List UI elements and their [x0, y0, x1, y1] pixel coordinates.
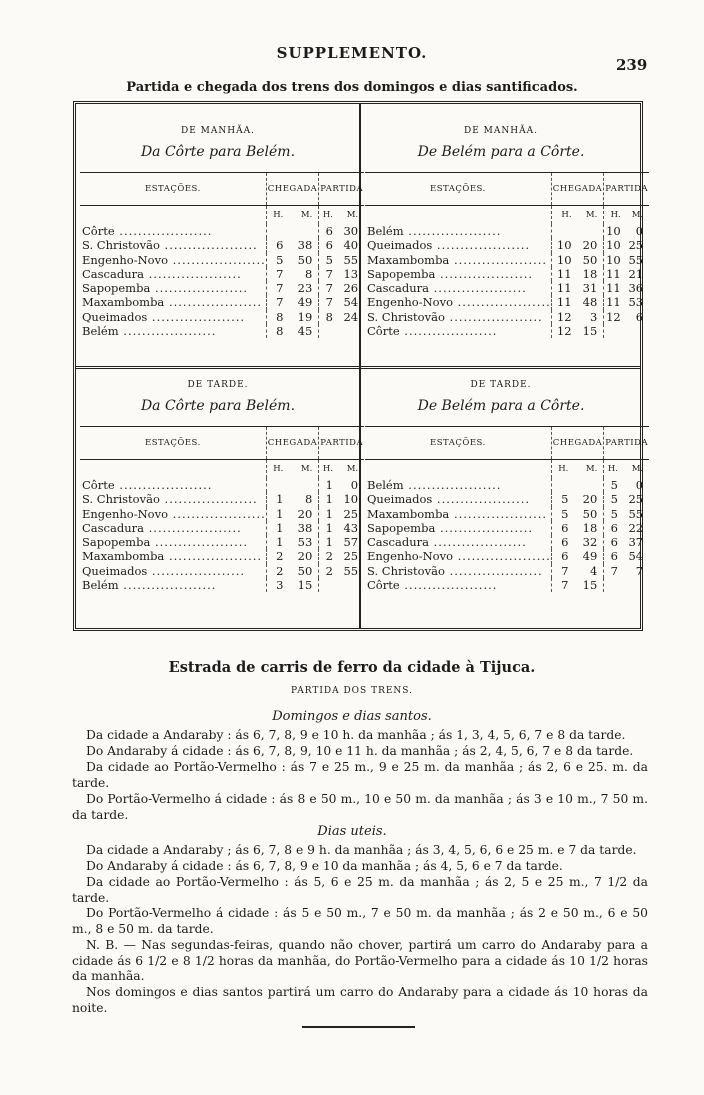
dep-h-cell: 1	[319, 507, 339, 521]
arr-m-cell: 19	[297, 309, 313, 324]
sundays-line-4: Do Portão-Vermelho á cidade : ás 8 e 50 m., 10 e 50 m. da manhãa ; ás 3 e 10 m., 7 50 m. da tarde.	[72, 792, 648, 822]
arr-m-cell: 15	[582, 324, 598, 339]
arrival-header: CHEGADA	[266, 173, 319, 206]
route-label: De Belém para a Côrte.	[417, 398, 585, 414]
station-name: Queimados	[367, 238, 433, 253]
station-name: Engenho-Novo	[82, 506, 168, 521]
table-row	[80, 521, 364, 535]
station-name: Côrte	[367, 578, 400, 593]
leader-dots: ....................	[403, 478, 502, 492]
dep-m-cell: 55	[628, 252, 644, 267]
table-row	[365, 281, 649, 295]
dep-m-cell: 7	[635, 563, 644, 578]
minutes-label: M.	[300, 463, 313, 474]
sundays-line-1: Da cidade a Andaraby : ás 6, 7, 8, 9 e 10 h. da manhãa ; ás 1, 3, 4, 5, 6, 7 e 8 da tarde.	[86, 728, 626, 742]
dep-h-cell: 11	[604, 295, 627, 309]
dep-h-cell	[319, 578, 339, 592]
arr-h-cell: 11	[551, 267, 577, 281]
table-row	[80, 564, 364, 578]
dep-m-cell: 55	[628, 506, 644, 521]
leader-dots: ....................	[118, 324, 217, 339]
dep-m-cell: 53	[628, 295, 644, 310]
dep-h-cell: 6	[604, 549, 624, 563]
station-name: Cascadura	[82, 520, 144, 535]
arr-m-cell: 38	[297, 238, 313, 253]
station-name: Sapopemba	[82, 281, 151, 296]
station-name: Côrte	[82, 224, 115, 238]
dep-h-cell: 10	[604, 224, 627, 238]
table-row	[365, 521, 649, 535]
station-name: Engenho-Novo	[367, 549, 453, 564]
weekdays-heading: Dias uteis.	[317, 824, 387, 839]
station-name: Cascadura	[367, 281, 429, 296]
schedule-table	[80, 172, 364, 338]
dep-h-cell: 5	[319, 253, 339, 267]
dep-h-cell: 6	[604, 535, 624, 549]
minutes-label: M.	[300, 209, 313, 220]
minutes-label: M.	[585, 463, 598, 474]
minutes-label: M.	[346, 463, 359, 474]
station-name: Belém	[82, 324, 119, 339]
dep-m-cell: 36	[628, 281, 644, 296]
leader-dots: ....................	[444, 563, 543, 578]
leader-dots: ....................	[453, 295, 551, 310]
arr-m-cell: 50	[297, 252, 313, 267]
table-row	[365, 324, 649, 338]
hm-blank	[80, 460, 266, 479]
station-name: S. Christovão	[367, 563, 445, 578]
dep-m-cell: 22	[628, 520, 644, 535]
leader-dots: ....................	[147, 309, 246, 324]
arr-h-cell: 1	[266, 535, 289, 549]
arrival-header: CHEGADA	[551, 173, 604, 206]
arr-h-cell	[551, 224, 577, 238]
arr-h-cell: 12	[551, 310, 577, 324]
weekdays-line-2: Do Andaraby á cidade : ás 6, 7, 8, 9 e 10 da manhãa ; ás 4, 5, 6 e 7 da tarde.	[86, 859, 563, 873]
arr-m-cell: 4	[589, 563, 598, 578]
dep-m-cell: 13	[343, 266, 359, 281]
dep-m-cell: 30	[343, 224, 359, 238]
table-row	[80, 492, 364, 506]
dep-h-cell: 5	[604, 492, 624, 506]
period-label: DE MANHÃA.	[464, 126, 538, 136]
schedule-table	[365, 426, 649, 592]
dep-m-cell	[624, 578, 649, 592]
dep-h-cell: 5	[604, 478, 624, 492]
table-row	[80, 224, 364, 238]
dep-h-cell: 2	[319, 564, 339, 578]
leader-dots: ....................	[444, 309, 543, 324]
hm-blank	[365, 206, 551, 225]
dep-h-cell: 2	[319, 549, 339, 563]
leader-dots: ....................	[428, 281, 527, 296]
arr-m-cell: 15	[582, 578, 598, 593]
arr-h-cell: 10	[551, 238, 577, 252]
route-label: Da Côrte para Belém.	[140, 144, 296, 160]
table-row	[80, 267, 364, 281]
table-row	[80, 578, 364, 592]
leader-dots: ....................	[399, 578, 498, 593]
station-name: Sapopemba	[367, 266, 436, 281]
hours-label: H.	[319, 206, 339, 225]
arr-h-cell	[551, 478, 574, 492]
dep-h-cell: 7	[319, 267, 339, 281]
station-name: Maxambomba	[367, 506, 450, 521]
arr-m-cell: 49	[297, 295, 313, 310]
leader-dots: ....................	[449, 506, 548, 521]
dep-h-cell: 5	[604, 507, 624, 521]
arr-m-cell: 49	[582, 549, 598, 564]
station-name: Maxambomba	[367, 252, 450, 267]
arr-h-cell: 5	[551, 492, 574, 506]
arr-m-cell: 20	[297, 549, 313, 564]
departure-header: PARTIDA	[319, 427, 364, 460]
arr-m-cell: 8	[304, 266, 313, 281]
dep-h-cell: 1	[319, 478, 339, 492]
arr-h-cell: 7	[551, 578, 574, 592]
station-name: S. Christovão	[82, 238, 160, 253]
table-row	[365, 507, 649, 521]
station-name: Cascadura	[367, 535, 429, 550]
dep-m-cell	[339, 578, 364, 592]
dep-m-cell	[339, 324, 364, 338]
station-name: S. Christovão	[367, 309, 445, 324]
table-row	[80, 238, 364, 252]
schedule-table	[365, 172, 649, 338]
table-row	[80, 507, 364, 521]
station-name: Maxambomba	[82, 295, 165, 310]
arr-h-cell: 1	[266, 492, 289, 506]
station-name: Sapopemba	[367, 520, 436, 535]
hm-blank	[80, 206, 266, 225]
leader-dots: ....................	[168, 252, 266, 267]
leader-dots: ....................	[168, 506, 266, 521]
table-row	[365, 224, 649, 238]
arr-m-cell: 23	[297, 281, 313, 296]
station-name: Sapopemba	[82, 535, 151, 550]
station-name: Côrte	[82, 478, 115, 492]
leader-dots: ....................	[435, 266, 534, 281]
table-row	[365, 253, 649, 267]
dep-h-cell: 1	[319, 492, 339, 506]
arr-h-cell: 7	[266, 295, 289, 309]
station-name: Belém	[82, 578, 119, 593]
dep-m-cell: 0	[350, 478, 359, 492]
dep-h-cell: 11	[604, 267, 627, 281]
dep-h-cell: 7	[319, 281, 339, 295]
station-name: Belém	[367, 224, 404, 238]
leader-dots: ....................	[114, 478, 213, 492]
leader-dots: ....................	[164, 549, 263, 564]
station-header: ESTAÇÕES.	[365, 173, 551, 206]
departure-header: PARTIDA	[604, 427, 649, 460]
leader-dots: ....................	[399, 324, 498, 339]
period-label: DE MANHÃA.	[181, 126, 255, 136]
arr-m-cell: 32	[582, 535, 598, 550]
arr-m-cell: 48	[582, 295, 598, 310]
arr-h-cell: 1	[266, 507, 289, 521]
arrival-header: CHEGADA	[551, 427, 604, 460]
table-row	[80, 310, 364, 324]
arr-h-cell: 7	[551, 564, 574, 578]
arr-m-cell: 53	[297, 535, 313, 550]
dep-h-cell: 1	[319, 521, 339, 535]
page-number: 239	[616, 56, 648, 74]
leader-dots: ....................	[432, 238, 531, 253]
dep-m-cell: 21	[628, 266, 644, 281]
dep-m-cell: 54	[628, 549, 644, 564]
table-row	[365, 310, 649, 324]
departure-header: PARTIDA	[319, 173, 364, 206]
timetable-block-morning-belem-corte	[365, 104, 649, 364]
station-name: Cascadura	[82, 266, 144, 281]
station-name: Maxambomba	[82, 549, 165, 564]
table-row	[80, 295, 364, 309]
arr-m-cell: 3	[589, 309, 598, 324]
dep-m-cell: 10	[343, 492, 359, 507]
hours-label: H.	[319, 460, 339, 479]
arr-m-cell: 20	[582, 238, 598, 253]
arr-m-cell: 50	[582, 252, 598, 267]
dep-h-cell: 12	[604, 310, 627, 324]
note-nb: N. B. — Nas segundas-feiras, quando não chover, partirá um carro do Andaraby para a cidade ás 6 1/2 e 8 1/2 horas da manhãa, do Portão-Vermelho para a cidade ás 10 1/2 horas da manhãa.	[72, 938, 648, 983]
station-name: Queimados	[82, 563, 148, 578]
dep-h-cell	[604, 324, 627, 338]
arr-m-cell	[289, 478, 318, 492]
station-name: S. Christovão	[82, 492, 160, 507]
table-row	[365, 238, 649, 252]
station-name: Queimados	[82, 309, 148, 324]
dep-m-cell: 37	[628, 535, 644, 550]
arr-h-cell: 7	[266, 267, 289, 281]
minutes-label: M.	[631, 209, 644, 220]
hours-label: H.	[551, 206, 577, 225]
dep-m-cell: 25	[343, 506, 359, 521]
leader-dots: ....................	[143, 266, 242, 281]
dep-m-cell: 55	[343, 563, 359, 578]
arr-m-cell: 15	[297, 578, 313, 593]
dep-h-cell	[319, 324, 339, 338]
sundays-line-3: Da cidade ao Portão-Vermelho : ás 7 e 25 m., 9 e 25 m. da manhãa ; ás 2, 6 e 25. m. da tarde.	[72, 760, 648, 790]
station-header: ESTAÇÕES.	[80, 427, 266, 460]
arr-m-cell	[289, 224, 318, 238]
hours-label: H.	[604, 206, 627, 225]
page-title: SUPPLEMENTO.	[276, 44, 428, 62]
table-row	[365, 492, 649, 506]
arr-h-cell	[266, 224, 289, 238]
dep-m-cell	[627, 324, 649, 338]
leader-dots: ....................	[143, 520, 242, 535]
arr-h-cell: 10	[551, 253, 577, 267]
tijuca-title: Estrada de carris de ferro da cidade à Tijuca.	[168, 659, 536, 676]
dep-m-cell: 0	[635, 478, 644, 492]
table-row	[365, 564, 649, 578]
leader-dots: ....................	[164, 295, 263, 310]
hm-blank	[365, 460, 551, 479]
arr-h-cell: 11	[551, 295, 577, 309]
dep-h-cell: 8	[319, 310, 339, 324]
station-name: Engenho-Novo	[367, 295, 453, 310]
arr-h-cell: 6	[551, 535, 574, 549]
leader-dots: ....................	[150, 535, 249, 550]
table-row	[365, 535, 649, 549]
dep-h-cell: 10	[604, 238, 627, 252]
dep-h-cell: 7	[604, 564, 624, 578]
arr-h-cell: 12	[551, 324, 577, 338]
leader-dots: ....................	[147, 563, 246, 578]
timetable-frame	[73, 101, 649, 631]
dep-m-cell: 25	[343, 549, 359, 564]
arr-m-cell: 50	[582, 506, 598, 521]
dep-h-cell: 1	[319, 535, 339, 549]
dep-m-cell: 25	[628, 238, 644, 253]
weekdays-line-3: Da cidade ao Portão-Vermelho : ás 5, 6 e 25 m. da manhãa ; ás 2, 5 e 25 m., 7 1/2 da tarde.	[72, 875, 648, 905]
period-label: DE TARDE.	[187, 380, 249, 390]
minutes-label: M.	[631, 463, 644, 474]
dep-m-cell: 43	[343, 520, 359, 535]
station-name: Côrte	[367, 324, 400, 339]
leader-dots: ....................	[159, 492, 258, 507]
dep-m-cell: 54	[343, 295, 359, 310]
dep-m-cell: 57	[343, 535, 359, 550]
arr-h-cell: 2	[266, 549, 289, 563]
bottom-rule	[302, 1026, 415, 1028]
station-name: Belém	[367, 478, 404, 492]
dep-h-cell: 10	[604, 253, 627, 267]
period-label: DE TARDE.	[470, 380, 532, 390]
arrival-header: CHEGADA	[266, 427, 319, 460]
sundays-heading: Domingos e dias santos.	[272, 709, 432, 724]
station-header: ESTAÇÕES.	[80, 173, 266, 206]
arr-h-cell: 11	[551, 281, 577, 295]
arr-h-cell: 6	[266, 238, 289, 252]
sundays-line-2: Do Andaraby á cidade : ás 6, 7, 8, 9, 10 e 11 h. da manhãa ; ás 2, 4, 5, 6, 7 e 8 da tarde.	[86, 744, 634, 758]
dep-h-cell: 7	[319, 295, 339, 309]
dep-h-cell: 6	[319, 238, 339, 252]
dep-h-cell	[604, 578, 624, 592]
timetable-block-morning-corte-belem	[80, 104, 364, 364]
leader-dots: ....................	[435, 520, 534, 535]
station-name: Engenho-Novo	[82, 252, 168, 267]
arr-h-cell	[266, 478, 289, 492]
leader-dots: ....................	[449, 252, 548, 267]
schedule-table	[80, 426, 364, 592]
leader-dots: ....................	[159, 238, 258, 253]
arr-m-cell: 8	[304, 492, 313, 507]
station-name: Queimados	[367, 492, 433, 507]
hours-label: H.	[266, 460, 289, 479]
leader-dots: ....................	[428, 535, 527, 550]
arr-h-cell: 5	[266, 253, 289, 267]
table-row	[365, 295, 649, 309]
dep-h-cell: 6	[604, 521, 624, 535]
dep-h-cell: 11	[604, 281, 627, 295]
dep-m-cell: 25	[628, 492, 644, 507]
arr-m-cell: 50	[297, 563, 313, 578]
departure-header: PARTIDA	[604, 173, 649, 206]
timetable-block-afternoon-corte-belem	[80, 370, 364, 628]
hours-label: H.	[604, 460, 624, 479]
dep-m-cell: 55	[343, 252, 359, 267]
table-row	[365, 578, 649, 592]
hours-label: H.	[551, 460, 574, 479]
dep-m-cell: 24	[343, 309, 359, 324]
page-subtitle: Partida e chegada dos trens dos domingos e dias santificados.	[126, 80, 578, 95]
table-row	[80, 535, 364, 549]
station-header: ESTAÇÕES.	[365, 427, 551, 460]
arr-m-cell: 18	[582, 520, 598, 535]
arr-h-cell: 6	[551, 521, 574, 535]
arr-m-cell: 20	[582, 492, 598, 507]
arr-h-cell: 8	[266, 310, 289, 324]
arr-h-cell: 7	[266, 281, 289, 295]
arr-m-cell: 18	[582, 266, 598, 281]
arr-m-cell	[578, 224, 604, 238]
hours-label: H.	[266, 206, 289, 225]
dep-m-cell: 6	[635, 309, 644, 324]
table-row	[365, 267, 649, 281]
table-row	[80, 549, 364, 563]
table-row	[365, 478, 649, 492]
timetable-block-afternoon-belem-corte	[365, 370, 649, 628]
arr-h-cell: 2	[266, 564, 289, 578]
dep-h-cell: 6	[319, 224, 339, 238]
arr-m-cell	[574, 478, 603, 492]
arr-h-cell: 5	[551, 507, 574, 521]
table-row	[365, 549, 649, 563]
arr-m-cell: 20	[297, 506, 313, 521]
leader-dots: ....................	[114, 224, 213, 238]
route-label: De Belém para a Côrte.	[417, 144, 585, 160]
table-row	[80, 478, 364, 492]
minutes-label: M.	[585, 209, 598, 220]
leader-dots: ....................	[403, 224, 502, 238]
dep-m-cell: 26	[343, 281, 359, 296]
weekdays-line-1: Da cidade a Andaraby ; ás 6, 7, 8 e 9 h. da manhãa ; ás 3, 4, 5, 6, 6 e 25 m. e 7 da tarde.	[86, 843, 637, 857]
table-row	[80, 253, 364, 267]
arr-h-cell: 3	[266, 578, 289, 592]
arr-h-cell: 1	[266, 521, 289, 535]
tijuca-subtitle: PARTIDA DOS TRENS.	[290, 686, 414, 696]
route-label: Da Côrte para Belém.	[140, 398, 296, 414]
leader-dots: ....................	[432, 492, 531, 507]
arr-h-cell: 8	[266, 324, 289, 338]
minutes-label: M.	[346, 209, 359, 220]
leader-dots: ....................	[118, 578, 217, 593]
arr-m-cell: 38	[297, 520, 313, 535]
note-night: Nos domingos e dias santos partirá um carro do Andaraby para a cidade ás 10 horas da noite.	[72, 985, 648, 1015]
leader-dots: ....................	[453, 549, 551, 564]
dep-m-cell: 0	[635, 224, 644, 238]
arr-m-cell: 45	[297, 324, 313, 339]
timetable-horizontal-divider	[76, 366, 640, 369]
arr-m-cell: 31	[582, 281, 598, 296]
table-row	[80, 324, 364, 338]
table-row	[80, 281, 364, 295]
leader-dots: ....................	[150, 281, 249, 296]
dep-m-cell: 40	[343, 238, 359, 253]
arr-h-cell: 6	[551, 549, 574, 563]
weekdays-line-4: Do Portão-Vermelho á cidade : ás 5 e 50 m., 7 e 50 m. da manhãa ; ás 2 e 50 m., 6 e 50 m., 8 e 50 m. da tarde.	[72, 906, 648, 936]
